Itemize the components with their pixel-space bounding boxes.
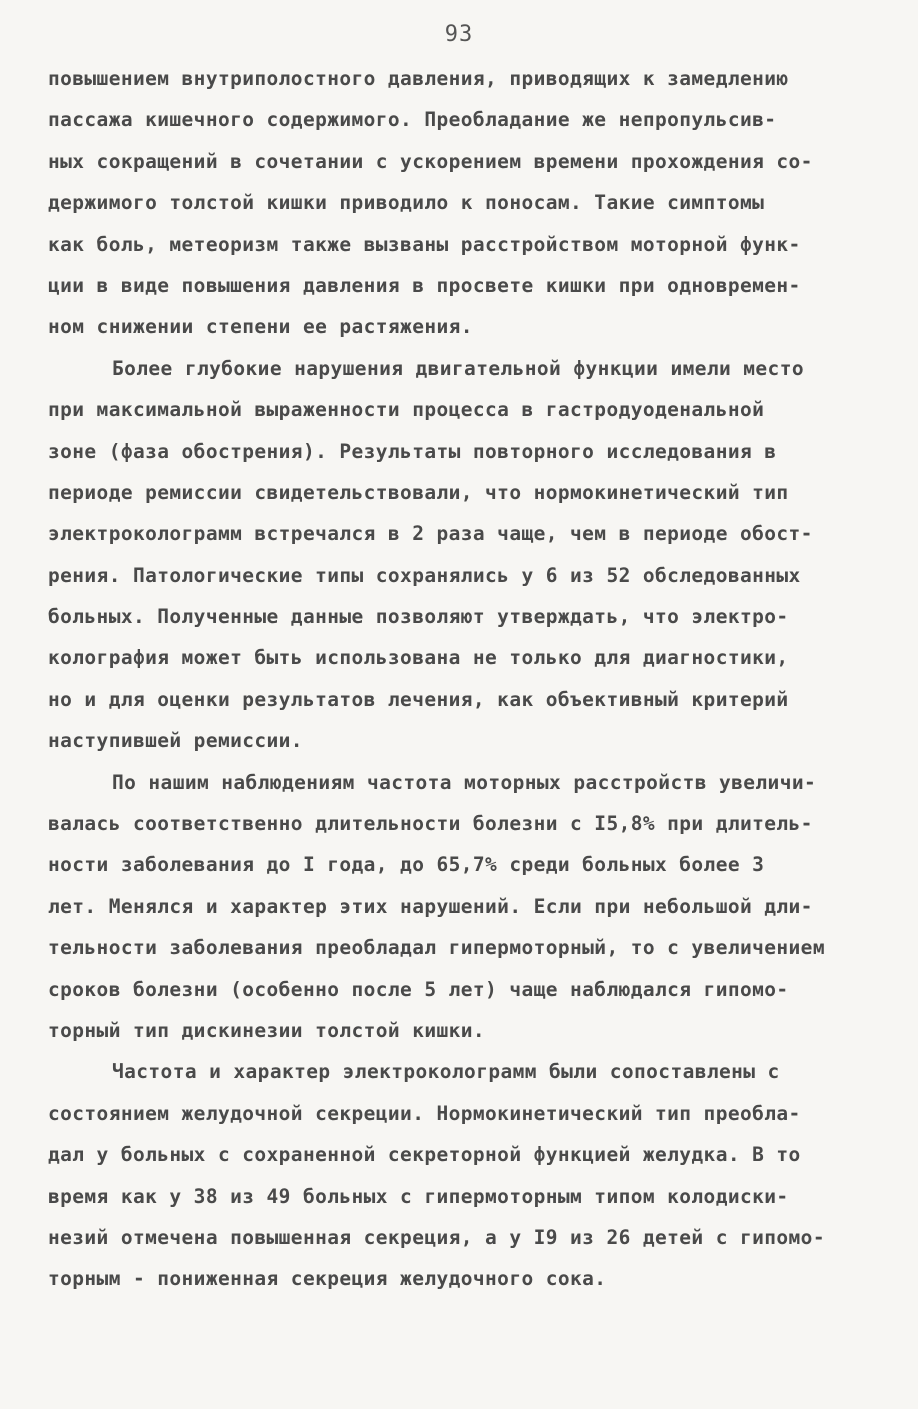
text-line: валась соответственно длительности болезни с I5,8% при длитель- — [48, 812, 813, 836]
text-line: держимого толстой кишки приводило к поносам. Такие симптомы — [48, 191, 765, 215]
text-line: Более глубокие нарушения двигательной функции имели место — [112, 356, 804, 380]
text-line: рения. Патологические типы сохранялись у 6 из 52 обследованных — [48, 563, 801, 587]
text-line: лет. Менялся и характер этих нарушений. Если при небольшой дли- — [48, 894, 813, 918]
text-line: пассажа кишечного содержимого. Преобладание же непропульсив- — [48, 108, 777, 132]
text-line: электрокологрaмм встречался в 2 раза чаще, чем в периоде обост- — [48, 522, 813, 546]
text-line: ных сокращений в сочетании с ускорением времени прохождения со- — [48, 149, 813, 173]
text-line: зоне (фаза обострения). Результаты повторного исследования в — [48, 439, 777, 463]
text-line: ции в виде повышения давления в просвете кишки при одновремен- — [48, 273, 801, 297]
text-line: тельности заболевания преобладал гипермоторный, то с увеличением — [48, 936, 825, 960]
text-line: колография может быть использована не только для диагностики, — [48, 646, 789, 670]
text-line: торным - пониженная секреция желудочного сока. — [48, 1267, 607, 1291]
text-line: время как у 38 из 49 больных с гипермоторным типом колодиски- — [48, 1184, 789, 1208]
text-line: повышением внутриполостного давления, приводящих к замедлению — [48, 67, 789, 90]
text-line: Частота и характер электрокологрaмм были сопоставлены с — [112, 1060, 780, 1084]
text-line: при максимальной выраженности процесса в гастродуоденальной — [48, 398, 765, 422]
page-number: 93 — [444, 22, 474, 47]
text-line: наступившей ремиссии. — [48, 729, 303, 753]
text-line: но и для оценки результатов лечения, как объективный критерий — [48, 687, 789, 711]
text-line: как боль, метеоризм также вызваны расстройством моторной функ- — [48, 232, 801, 256]
text-line: незий отмечена повышенная секреция, а у I9 из 26 детей с гипомо- — [48, 1225, 825, 1249]
text-line: торный тип дискинезии толстой кишки. — [48, 1018, 486, 1042]
text-line: периоде ремиссии свидетельствовали, что нормокинетический тип — [48, 480, 789, 504]
text-line: дал у больных с сохраненной секреторной функцией желудка. В то — [48, 1143, 801, 1167]
text-line: сроков болезни (особенно после 5 лет) чаще наблюдался гипомо- — [48, 977, 789, 1001]
body-text — [48, 58, 878, 1300]
text-line: больных. Полученные данные позволяют утверждать, что электро- — [48, 605, 789, 629]
text-line: состоянием желудочной секреции. Нормокинетический тип преобла- — [48, 1101, 801, 1125]
text-line: ности заболевания до I года, до 65,7% среди больных более 3 — [48, 853, 765, 877]
text-line: ном снижении степени ее растяжения. — [48, 315, 473, 339]
text-line: По нашим наблюдениям частота моторных расстройств увеличи- — [112, 770, 817, 794]
